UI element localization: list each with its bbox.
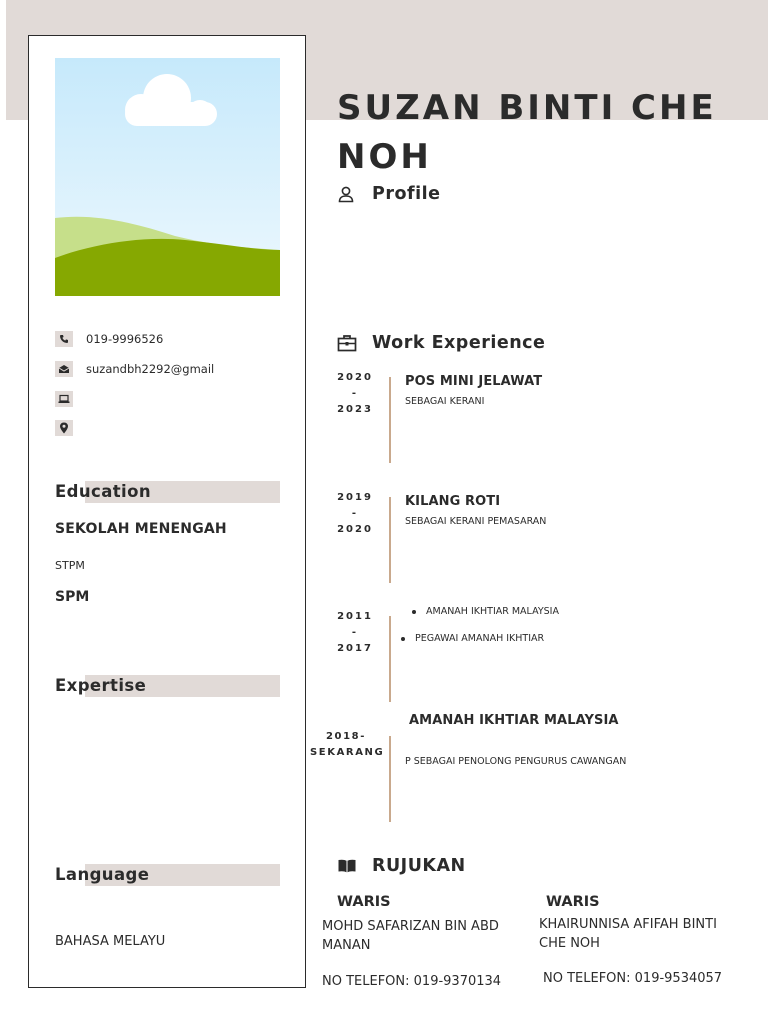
work-entry-3-bullet: AMANAH IKHTIAR MALAYSIA	[412, 606, 559, 617]
phone-icon	[55, 331, 73, 347]
email-address: suzandbh2292@gmail	[86, 362, 215, 376]
education-stpm: STPM	[55, 559, 85, 572]
location-pin-icon	[55, 420, 73, 436]
candidate-name: SUZAN BINTI CHE NOH	[337, 88, 717, 177]
work-entry-4-role: P SEBAGAI PENOLONG PENGURUS CAWANGAN	[405, 756, 627, 767]
reference-2-label: WARIS	[546, 894, 600, 910]
work-entry-2-years: 2019 - 2020	[337, 492, 373, 535]
work-entry-2-role: SEBAGAI KERANI PEMASARAN	[405, 516, 547, 527]
laptop-icon	[55, 391, 73, 407]
mail-icon	[55, 361, 73, 377]
reference-1-phone: NO TELEFON: 019-9370134	[322, 974, 502, 989]
education-spm: SPM	[55, 589, 90, 605]
education-heading: Education	[55, 481, 280, 503]
timeline-line	[389, 377, 391, 463]
reference-2-name: KHAIRUNNISA AFIFAH BINTI CHE NOH	[539, 917, 717, 951]
work-entry-4-years: 2018- SEKARANG	[310, 731, 385, 758]
timeline-line	[389, 497, 391, 583]
work-entry-1-role: SEBAGAI KERANI	[405, 396, 485, 407]
education-school: SEKOLAH MENENGAH	[55, 521, 227, 537]
work-experience-heading: Work Experience	[337, 331, 545, 355]
profile-heading: Profile	[337, 182, 440, 206]
expertise-heading: Expertise	[55, 675, 280, 697]
contact-website	[55, 390, 86, 408]
references-heading: RUJUKAN	[337, 854, 466, 878]
work-entry-4-title: AMANAH IKHTIAR MALAYSIA	[409, 713, 619, 728]
timeline-line	[389, 616, 391, 702]
contact-email	[55, 360, 214, 378]
language-heading: Language	[55, 864, 280, 886]
reference-1-label: WARIS	[337, 894, 391, 910]
timeline-line	[389, 736, 391, 822]
work-entry-3-bullet: PEGAWAI AMANAH IKHTIAR	[401, 633, 544, 644]
user-icon	[337, 183, 359, 205]
briefcase-icon	[337, 332, 359, 354]
work-entry-1-title: POS MINI JELAWAT	[405, 374, 543, 389]
profile-photo-placeholder	[55, 58, 280, 296]
contact-address	[55, 419, 86, 437]
contact-phone	[55, 330, 163, 348]
language-item: BAHASA MELAYU	[55, 934, 166, 949]
work-entry-1-years: 2020 - 2023	[337, 372, 373, 415]
work-entry-3-years: 2011 - 2017	[337, 611, 373, 654]
work-entry-2-title: KILANG ROTI	[405, 494, 501, 509]
book-icon	[337, 855, 359, 877]
reference-2-phone: NO TELEFON: 019-9534057	[543, 971, 723, 986]
reference-1-name: MOHD SAFARIZAN BIN ABD MANAN	[322, 919, 499, 953]
phone-number: 019-9996526	[86, 332, 164, 346]
